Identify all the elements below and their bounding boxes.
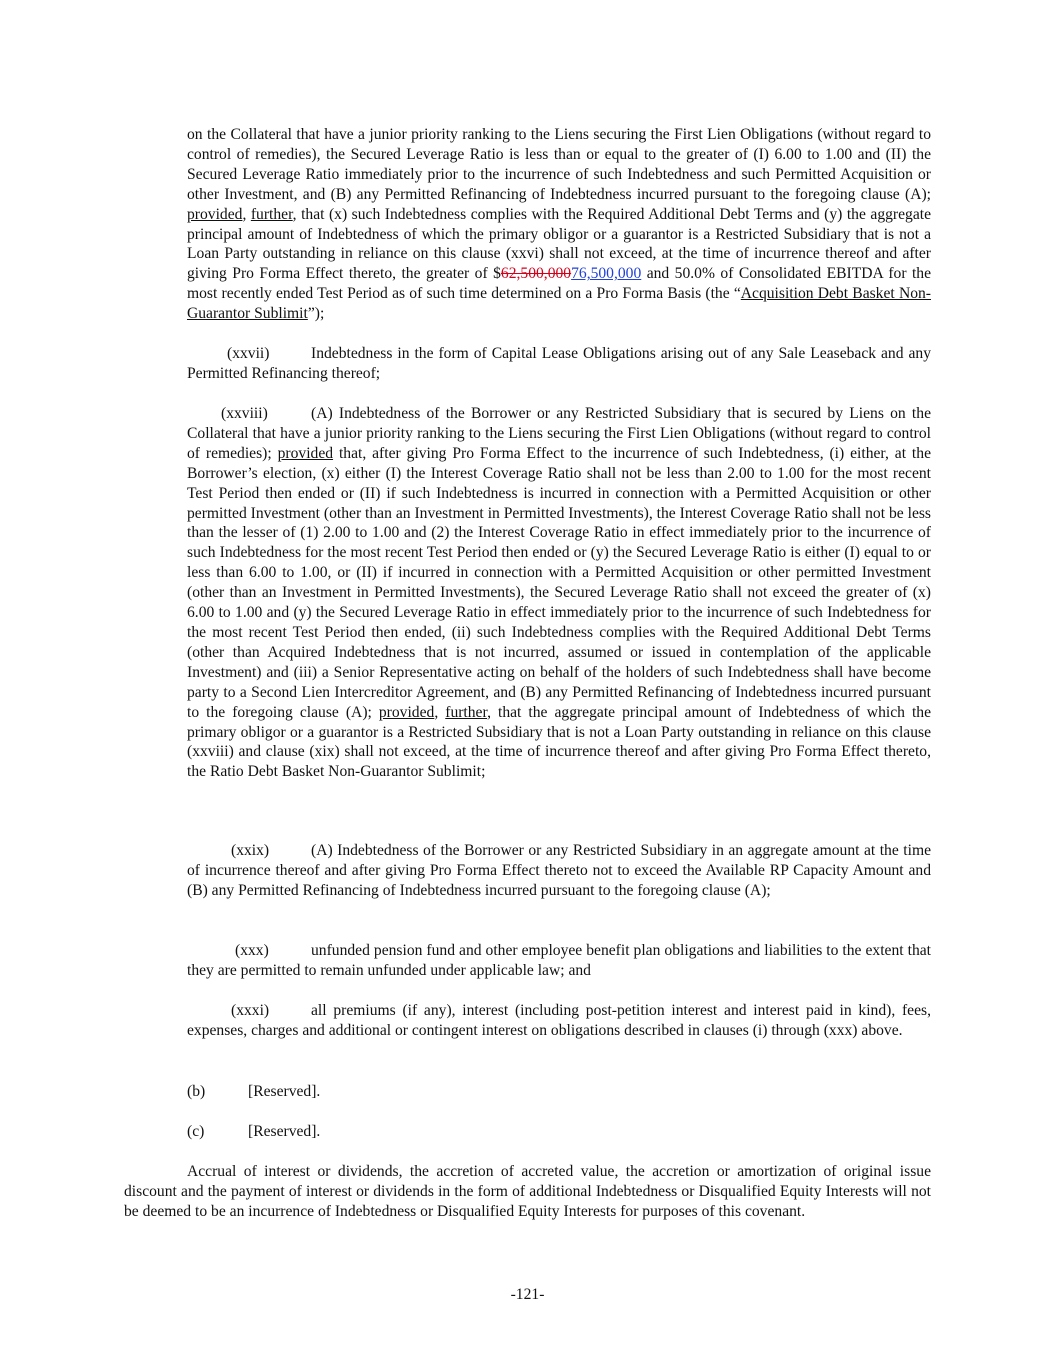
clause-xxx-text: unfunded pension fund and other employee benefit plan obligations and liabilities to the extent that they are permitted to remain unfunded under applicable law; and: [187, 942, 931, 979]
clause-xxxi: [187, 1001, 931, 1041]
provided-term: provided: [378, 703, 435, 721]
clause-xxvii: [187, 344, 931, 384]
clause-xxvi-text-1: on the Collateral that have a junior priority ranking to the Liens securing the First Lien Obligations (without regard to control of remedies), the Secured Leverage Ratio is less than or equal to the greater of (I) 6.00 to 1.00 and (II) the Secured Leverage Ratio immediately prior to the incurrence of such Indebtedness and such Permitted Acquisition or other Investment, and (B) any Permitted Refinancing of Indebtedness incurred pursuant to the foregoing clause (A);: [187, 126, 931, 203]
clause-xxvi-text-3: and 50.0% of Consolidated EBITDA for the most recently ended Test Period as of such time determined on a Pro Forma Basis (the “: [187, 265, 932, 303]
clause-xxviii: [187, 404, 931, 782]
clause-xxvii-label: (xxvii): [227, 345, 270, 362]
clause-xxx-label: (xxx): [235, 942, 269, 959]
clause-xxx: [187, 941, 931, 981]
provided-term: provided: [277, 444, 334, 462]
clause-xxvi-continuation: [187, 125, 931, 324]
clause-xxvi-text-4: ”);: [307, 305, 325, 323]
section-c-text: [Reserved].: [248, 1123, 321, 1140]
further-term: further: [445, 703, 488, 721]
clause-xxvi-text-2: , that (x) such Indebtedness complies with the Required Additional Debt Terms and (y) the aggregate principal amount of Indebtedness of which the primary obligor or a guarantor is a Restricted Subsidiary that is not a Loan Party outstanding in reliance on this clause (xxvi) shall not exceed, at the time of incurrence thereof and after giving Pro Forma Effect thereto, the greater of $: [187, 205, 932, 283]
clause-xxxi-label: (xxxi): [231, 1002, 270, 1019]
inserted-amount: 76,500,000: [571, 265, 642, 283]
comma: ,: [242, 205, 251, 223]
clause-xxvii-text: Indebtedness in the form of Capital Lease Obligations arising out of any Sale Leaseback and any Permitted Refinancing thereof;: [187, 345, 931, 382]
comma: ,: [434, 703, 446, 721]
accrual-paragraph-text: Accrual of interest or dividends, the accretion of accreted value, the accretion or amortization of original issue discount and the payment of interest or dividends in the form of additional Indebtedness or Disqualified Equity Interests will not be deemed to be an incurrence of Indebtedness or Disqualified Equity Interests for purposes of this covenant.: [124, 1163, 931, 1220]
defined-term-acquisition-debt-basket: Acquisition Debt Basket Non-Guarantor Sublimit: [187, 285, 931, 323]
deleted-amount: 62,500,000: [500, 265, 572, 283]
section-c: [187, 1122, 320, 1142]
section-c-label: (c): [187, 1123, 205, 1140]
page-number: -121-: [510, 1286, 545, 1303]
section-b-text: [Reserved].: [248, 1083, 321, 1100]
clause-xxix: [187, 841, 931, 901]
section-b-label: (b): [187, 1083, 206, 1100]
clause-xxviii-text-2: that, after giving Pro Forma Effect to the incurrence of such Indebtedness, (i) either, at the Borrower’s election, (x) either (I) the Interest Coverage Ratio shall not be less than 2.00 to 1.00 for the most recent Test Period then ended or (II) if such Indebtedness is incurred in connection with a Permitted Acquisition or other permitted Investment (other than an Investment in Permitted Investments), the Interest Coverage Ratio shall not be less than the lesser of (1) 2.00 to 1.00 and (2) the Interest Coverage Ratio in effect immediately prior to the incurrence of such Indebtedness for the most recent Test Period then ended or (y) the Secured Leverage Ratio is either (I) equal to or less than 6.00 to 1.00, or (II) if incurred in connection with a Permitted Acquisition or other permitted Investment (other than an Investment in Permitted Investments), the Secured Leverage Ratio shall not exceed the greater of (x) 6.00 to 1.00 and (y) the Secured Leverage Ratio in effect immediately prior to the incurrence of such Indebtedness for the most recent Test Period then ended, (ii) such Indebtedness complies with the Required Additional Debt Terms (other than Acquired Indebtedness that is not incurred, assumed or issued in contemplation of the applicable Investment) and (iii) a Senior Representative acting on behalf of the holders of such Indebtedness shall have become party to a Second Lien Intercreditor Agreement, and (B) any Permitted Refinancing of Indebtedness incurred pursuant to the foregoing clause (A);: [187, 444, 931, 721]
clause-xxviii-text-3: , that the aggregate principal amount of Indebtedness of which the primary obligor or a guarantor is a Restricted Subsidiary that is not a Loan Party outstanding in reliance on this clause (xxviii) and clause (xix) shall not exceed, at the time of incurrence thereof and after giving Pro Forma Effect thereto, the Ratio Debt Basket Non-Guarantor Sublimit;: [187, 703, 931, 781]
section-b: [187, 1082, 320, 1102]
clause-xxix-label: (xxix): [231, 842, 270, 859]
accrual-paragraph: [124, 1162, 931, 1222]
further-term: further: [250, 205, 293, 223]
clause-xxix-text: (A) Indebtedness of the Borrower or any Restricted Subsidiary in an aggregate amount at the time of incurrence thereof and after giving Pro Forma Effect thereto not to exceed the Available RP Capacity Amount and (B) any Permitted Refinancing of Indebtedness incurred pursuant to the foregoing clause (A);: [187, 842, 931, 899]
clause-xxxi-text: all premiums (if any), interest (including post-petition interest and interest paid in kind), fees, expenses, charges and additional or contingent interest on obligations described in clauses (i) through (xxx) above.: [187, 1002, 931, 1039]
clause-xxviii-text-1: (A) Indebtedness of the Borrower or any Restricted Subsidiary that is secured by Liens on the Collateral that have a junior priority ranking to the Liens securing the First Lien Obligations (without regard to control of remedies);: [187, 405, 931, 462]
clause-xxviii-label: (xxviii): [221, 405, 268, 422]
provided-term: provided: [187, 205, 243, 223]
